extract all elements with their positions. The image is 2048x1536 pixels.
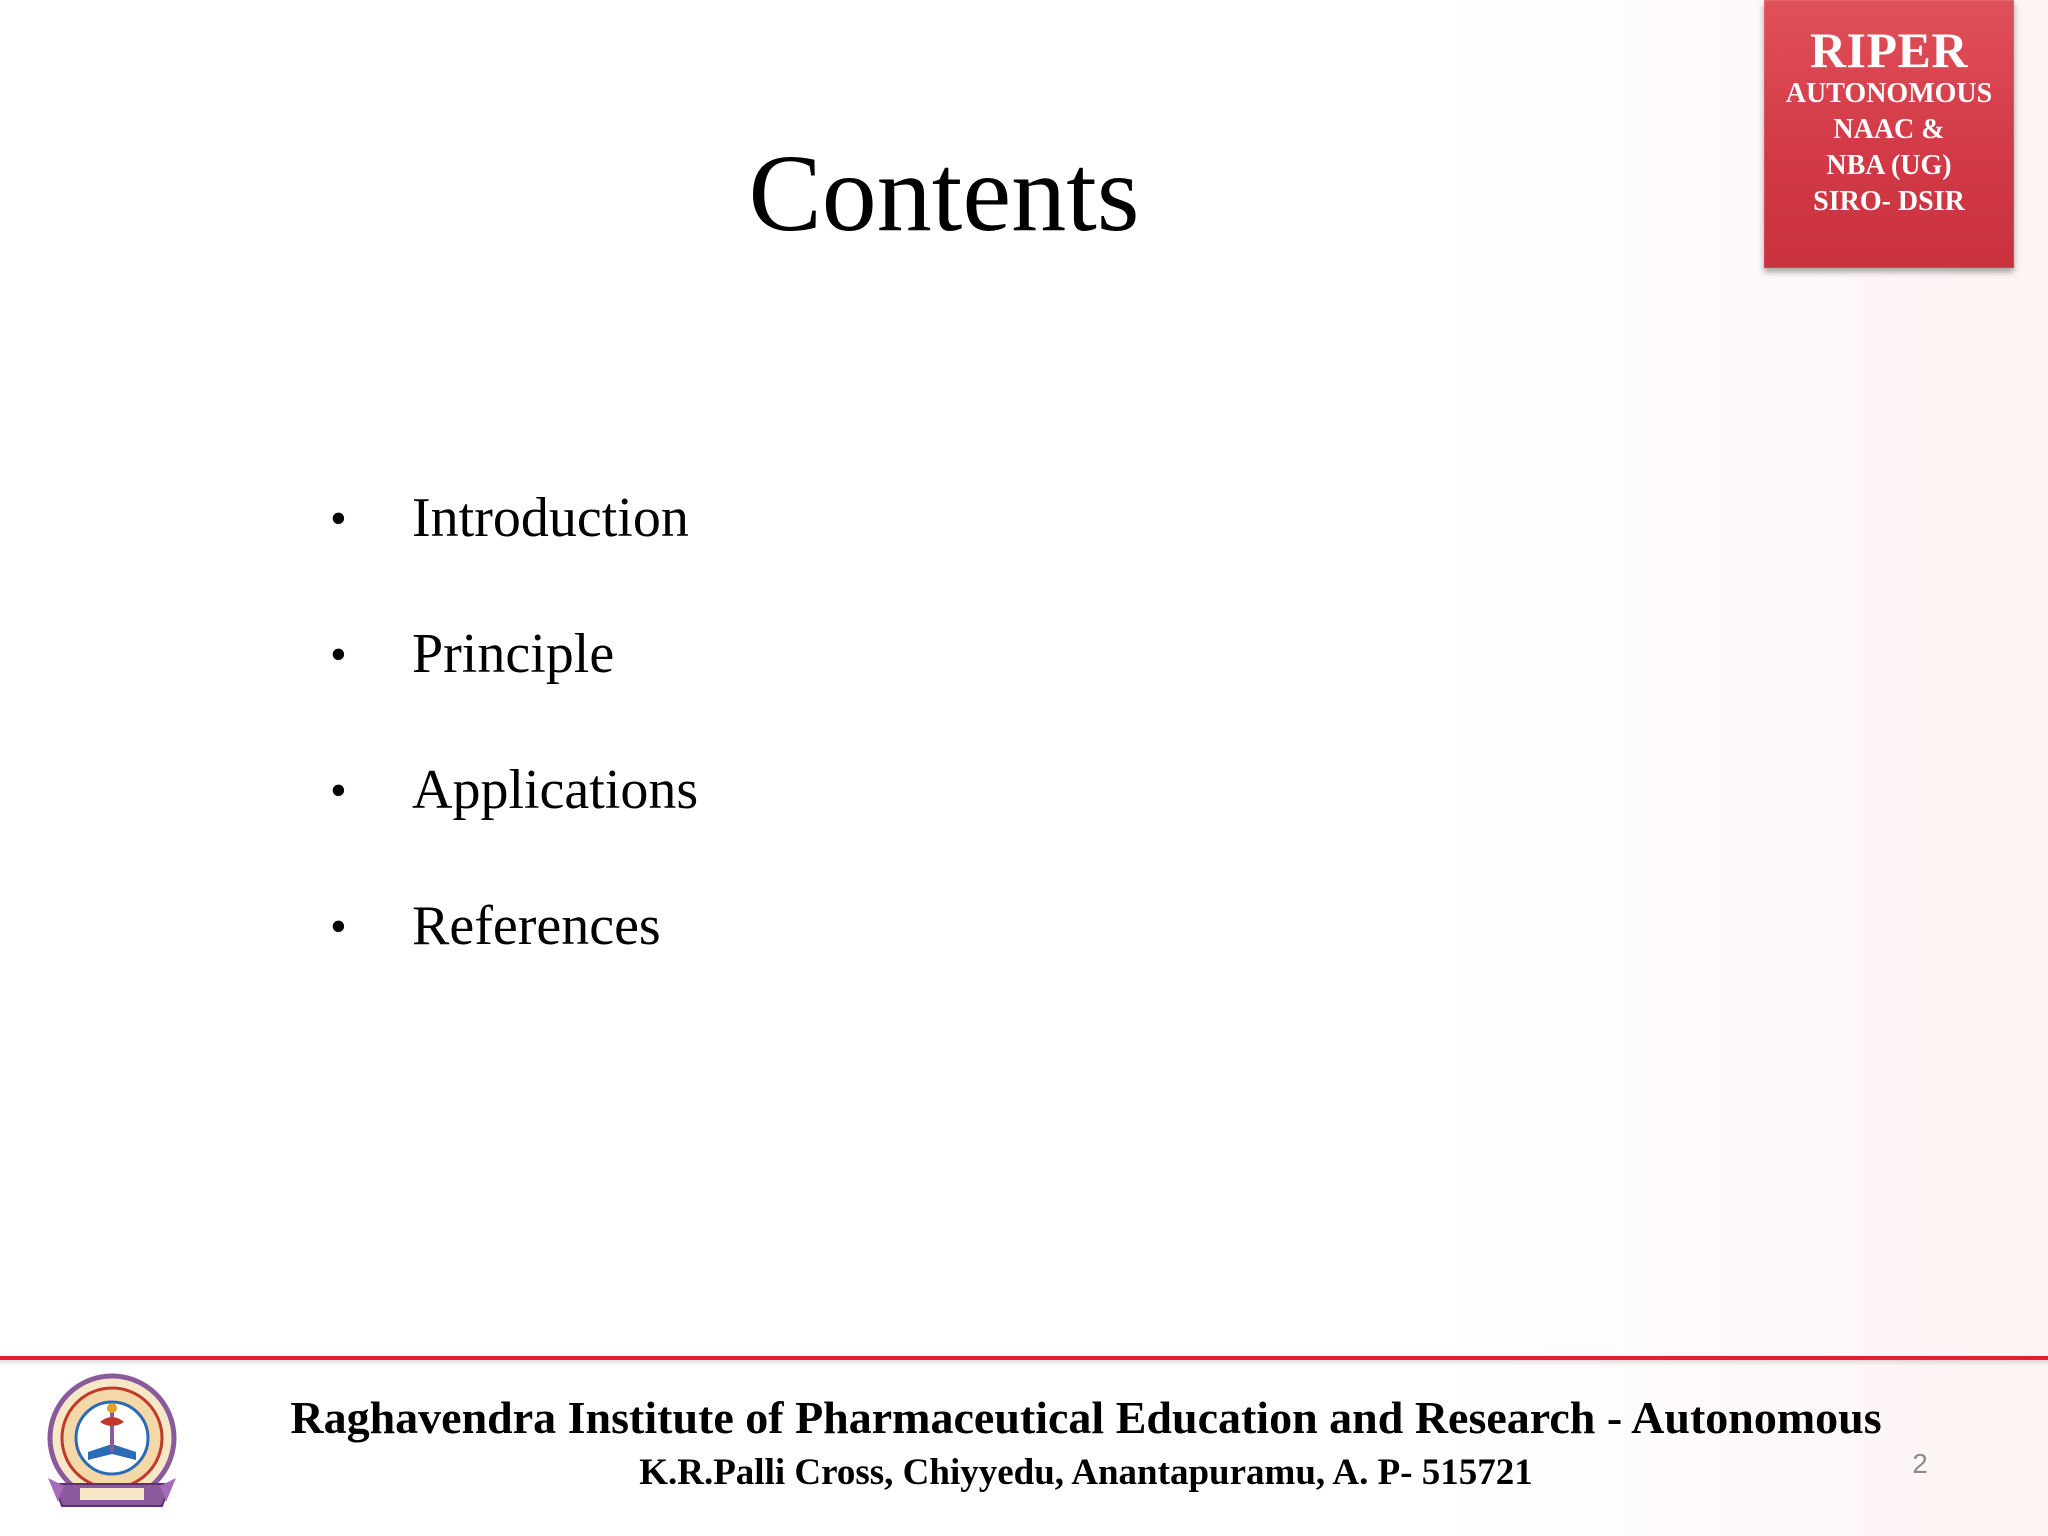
list-item — [330, 858, 698, 994]
bullet-icon: • — [330, 763, 347, 817]
badge-line-nba: NBA (UG) — [1826, 150, 1952, 181]
badge-line-siro: SIRO- DSIR — [1813, 186, 1965, 217]
list-item-label: Introduction — [412, 487, 689, 549]
contents-list — [330, 450, 698, 994]
institute-name: Raghavendra Institute of Pharmaceutical Education and Research - Autonomous — [290, 1392, 1882, 1443]
page-number: 2 — [1912, 1448, 1928, 1479]
institute-address: K.R.Palli Cross, Chiyyedu, Anantapuramu, A. P- 515721 — [639, 1452, 1533, 1493]
badge-line-autonomous: AUTONOMOUS — [1785, 78, 1993, 109]
badge-title: RIPER — [1809, 22, 1969, 78]
badge-line-naac: NAAC & — [1833, 114, 1945, 145]
slide-title: Contents — [748, 132, 1140, 254]
bullet-icon: • — [330, 627, 347, 681]
bullet-icon: • — [330, 491, 347, 545]
list-item — [330, 450, 698, 586]
list-item — [330, 586, 698, 722]
bullet-icon: • — [330, 899, 347, 953]
list-item — [330, 722, 698, 858]
list-item-label: Principle — [412, 623, 615, 685]
list-item-label: References — [412, 895, 661, 957]
list-item-label: Applications — [412, 759, 699, 821]
institute-seal-icon — [36, 1368, 192, 1524]
footer-divider-shadow — [0, 1360, 2048, 1366]
